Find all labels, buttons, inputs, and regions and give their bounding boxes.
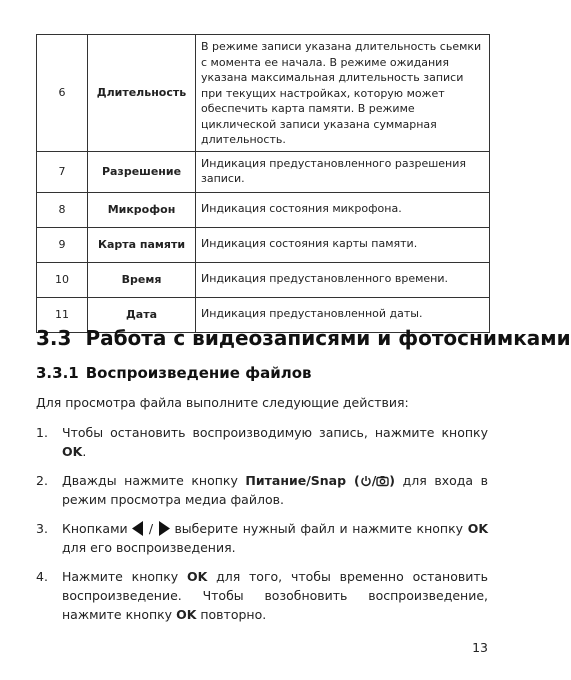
table-row [37, 262, 490, 297]
row-description: Индикация состояния карты памяти. [196, 227, 490, 262]
subsection-number: 3.3.1 [36, 364, 79, 382]
paren-close: ) [389, 473, 396, 488]
row-number: 6 [37, 35, 88, 152]
step-number: 2. [36, 473, 48, 488]
row-description: Индикация предустановленного разрешения записи. [196, 151, 490, 192]
ok-button-label: OK [467, 521, 488, 536]
separator: / [371, 473, 377, 488]
ok-button-label: OK [176, 607, 197, 622]
subsection-heading [36, 364, 312, 382]
step-text: Нажмите кнопку [62, 569, 187, 584]
row-name: Длительность [88, 35, 196, 152]
power-icon [360, 475, 372, 487]
list-item [36, 471, 488, 509]
table-row [37, 151, 490, 192]
steps-list [36, 423, 488, 634]
step-text: Дважды нажмите кнопку [62, 473, 246, 488]
row-name: Время [88, 262, 196, 297]
step-text: повторно. [196, 607, 267, 622]
triangle-right-icon [158, 521, 170, 536]
step-text: для входа в режим просмотра медиа файлов. [62, 473, 488, 507]
step-number: 3. [36, 521, 48, 536]
step-text: для того, чтобы временно остановить воспроизведение. Чтобы возобновить воспроизведение, нажмите кнопку [62, 569, 488, 622]
step-text: Кнопками [62, 521, 133, 536]
step-text: для его воспроизведения. [62, 540, 236, 555]
row-number: 8 [37, 192, 88, 227]
row-name: Микрофон [88, 192, 196, 227]
row-name: Карта памяти [88, 227, 196, 262]
row-name: Дата [88, 297, 196, 332]
section-heading [36, 326, 571, 350]
subsection-title: Воспроизведение файлов [85, 364, 312, 382]
row-name: Разрешение [88, 151, 196, 192]
row-number: 11 [37, 297, 88, 332]
ok-button-label: OK [186, 569, 208, 584]
separator: / [144, 521, 158, 536]
step-text: . [82, 444, 87, 459]
table-row [37, 35, 490, 152]
row-number: 10 [37, 262, 88, 297]
step-text: Чтобы остановить воспроизводимую запись, нажмите кнопку [62, 425, 488, 440]
table-row [37, 192, 490, 227]
step-number: 1. [36, 425, 48, 440]
list-item [36, 519, 488, 557]
section-number: 3.3 [36, 326, 72, 350]
row-description: Индикация состояния микрофона. [196, 192, 490, 227]
page-number: 13 [472, 640, 488, 655]
power-snap-label: Питание/Snap ( [245, 473, 360, 488]
camera-icon [376, 475, 389, 487]
row-description: Индикация предустановленной даты. [196, 297, 490, 332]
row-description: Индикация предустановленного времени. [196, 262, 490, 297]
row-number: 7 [37, 151, 88, 192]
indicator-table [36, 34, 490, 333]
step-number: 4. [36, 569, 48, 584]
section-title: Работа с видеозаписями и фотоснимками [85, 326, 571, 350]
table-row [37, 227, 490, 262]
row-description: В режиме записи указана длительность сьемки с момента ее начала. В режиме ожидания указана максимальная длительность записи при текущих настройках, которую может обеспечить карта памяти. В режиме циклической записи указана суммарная длительность. [196, 35, 490, 152]
intro-text: Для просмотра файла выполните следующие действия: [36, 395, 409, 410]
ok-button-label: OK [62, 444, 83, 459]
step-text: выберите нужный файл и нажмите кнопку [169, 521, 468, 536]
list-item [36, 567, 488, 624]
triangle-left-icon [132, 521, 144, 536]
list-item [36, 423, 488, 461]
row-number: 9 [37, 227, 88, 262]
